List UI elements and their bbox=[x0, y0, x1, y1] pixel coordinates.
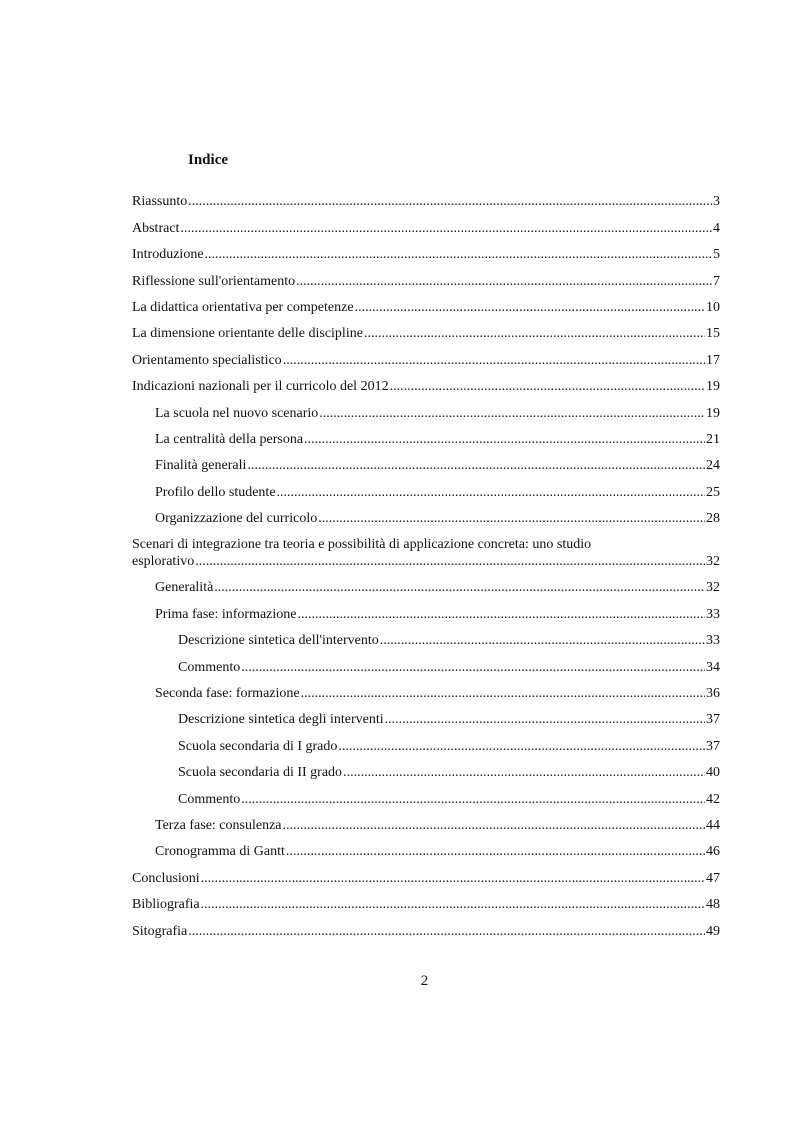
toc-entry-title: Generalità bbox=[155, 580, 214, 596]
dot-leader bbox=[286, 843, 705, 860]
dot-leader bbox=[283, 352, 705, 369]
table-of-contents bbox=[132, 184, 720, 940]
toc-entry-sitografia[interactable] bbox=[132, 913, 720, 939]
toc-entry-commento-1[interactable] bbox=[132, 649, 720, 675]
toc-entry-title: Prima fase: informazione bbox=[155, 606, 297, 622]
toc-entry-abstract[interactable] bbox=[132, 210, 720, 236]
dot-leader bbox=[364, 325, 705, 342]
toc-entry-title-line2: esplorativo bbox=[132, 554, 195, 570]
toc-entry-page: 36 bbox=[706, 686, 720, 702]
toc-entry-title: Cronogramma di Gantt bbox=[155, 844, 285, 860]
dot-leader bbox=[241, 659, 705, 676]
toc-entry-indicazioni-nazionali[interactable] bbox=[132, 369, 720, 395]
toc-entry-secondaria-secondo-grado[interactable] bbox=[132, 755, 720, 781]
toc-entry-title: Profilo dello studente bbox=[155, 484, 276, 500]
toc-entry-orientamento-specialistico[interactable] bbox=[132, 342, 720, 368]
dot-leader bbox=[319, 405, 705, 422]
toc-entry-secondaria-primo-grado[interactable] bbox=[132, 728, 720, 754]
dot-leader bbox=[318, 510, 705, 527]
toc-heading: Indice bbox=[188, 152, 229, 168]
toc-entry-title: Finalità generali bbox=[155, 458, 247, 474]
toc-entry-title: Abstract bbox=[132, 220, 180, 236]
dot-leader bbox=[277, 484, 705, 501]
toc-entry-generalita[interactable] bbox=[132, 570, 720, 596]
toc-entry-terza-fase[interactable] bbox=[132, 808, 720, 834]
dot-leader bbox=[385, 711, 705, 728]
toc-entry-title: Orientamento specialistico bbox=[132, 352, 282, 368]
toc-entry-page: 7 bbox=[713, 273, 720, 289]
toc-entry-page: 37 bbox=[706, 738, 720, 754]
dot-leader bbox=[304, 431, 705, 448]
toc-entry-page: 34 bbox=[706, 659, 720, 675]
toc-entry-title: Commento bbox=[178, 659, 241, 675]
toc-entry-page: 15 bbox=[706, 326, 720, 342]
toc-entry-descrizione-intervento[interactable] bbox=[132, 623, 720, 649]
toc-entry-title: Indicazioni nazionali per il curricolo del 2012 bbox=[132, 379, 389, 395]
dot-leader bbox=[201, 896, 705, 913]
toc-entry-page: 28 bbox=[706, 511, 720, 527]
toc-entry-page: 33 bbox=[706, 606, 720, 622]
toc-entry-title: Organizzazione del curricolo bbox=[155, 511, 318, 527]
toc-entry-page: 48 bbox=[706, 897, 720, 913]
toc-entry-title: Terza fase: consulenza bbox=[155, 817, 282, 833]
toc-entry-page: 40 bbox=[706, 765, 720, 781]
toc-entry-page: 10 bbox=[706, 299, 720, 315]
toc-entry-page: 19 bbox=[706, 379, 720, 395]
dot-leader bbox=[214, 579, 705, 596]
toc-entry-page: 19 bbox=[706, 405, 720, 421]
toc-entry-introduzione[interactable] bbox=[132, 237, 720, 263]
toc-entry-riassunto[interactable] bbox=[132, 184, 720, 210]
toc-entry-prima-fase[interactable] bbox=[132, 596, 720, 622]
toc-entry-finalita-generali[interactable] bbox=[132, 448, 720, 474]
toc-entry-scenari-integrazione[interactable] bbox=[132, 527, 720, 570]
toc-entry-title: Seconda fase: formazione bbox=[155, 686, 300, 702]
page-number: 2 bbox=[420, 973, 429, 989]
toc-entry-page: 3 bbox=[713, 194, 720, 210]
toc-entry-line2 bbox=[132, 553, 720, 570]
toc-entry-page: 5 bbox=[713, 247, 720, 263]
toc-entry-cronogramma-gantt[interactable] bbox=[132, 834, 720, 860]
toc-entry-wrapped-title bbox=[132, 536, 720, 570]
toc-entry-dimensione-orientante[interactable] bbox=[132, 316, 720, 342]
toc-entry-page: 49 bbox=[706, 923, 720, 939]
toc-entry-title: Scuola secondaria di I grado bbox=[178, 738, 338, 754]
toc-entry-page: 37 bbox=[706, 712, 720, 728]
toc-entry-title: Commento bbox=[178, 791, 241, 807]
toc-entry-centralita-persona[interactable] bbox=[132, 422, 720, 448]
toc-entry-title-line1: Scenari di integrazione tra teoria e possibilità di applicazione concreta: uno studio bbox=[132, 537, 592, 553]
toc-entry-page: 24 bbox=[706, 458, 720, 474]
dot-leader bbox=[390, 378, 705, 395]
dot-leader bbox=[355, 299, 705, 316]
toc-entry-riflessione[interactable] bbox=[132, 263, 720, 289]
dot-leader bbox=[380, 632, 705, 649]
toc-entry-title: Introduzione bbox=[132, 247, 204, 263]
dot-leader bbox=[205, 246, 712, 263]
dot-leader bbox=[195, 553, 705, 570]
dot-leader bbox=[343, 764, 705, 781]
dot-leader bbox=[283, 817, 706, 834]
toc-entry-title: Descrizione sintetica degli interventi bbox=[178, 712, 384, 728]
toc-entry-profilo-studente[interactable] bbox=[132, 474, 720, 500]
dot-leader bbox=[247, 457, 705, 474]
toc-entry-nuovo-scenario[interactable] bbox=[132, 395, 720, 421]
toc-entry-title: Riflessione sull'orientamento bbox=[132, 273, 296, 289]
toc-entry-page: 46 bbox=[706, 844, 720, 860]
toc-entry-descrizione-interventi[interactable] bbox=[132, 702, 720, 728]
dot-leader bbox=[201, 870, 705, 887]
toc-entry-page: 17 bbox=[706, 352, 720, 368]
toc-entry-title: La centralità della persona bbox=[155, 431, 304, 447]
toc-entry-title: Scuola secondaria di II grado bbox=[178, 765, 343, 781]
toc-entry-title: La scuola nel nuovo scenario bbox=[155, 405, 319, 421]
toc-entry-page: 42 bbox=[706, 791, 720, 807]
toc-entry-title: Bibliografia bbox=[132, 897, 200, 913]
toc-entry-page: 21 bbox=[706, 431, 720, 447]
dot-leader bbox=[296, 273, 712, 290]
toc-entry-didattica-orientativa[interactable] bbox=[132, 290, 720, 316]
toc-entry-page: 32 bbox=[706, 580, 720, 596]
toc-entry-seconda-fase[interactable] bbox=[132, 676, 720, 702]
dot-leader bbox=[188, 193, 712, 210]
toc-entry-title: La dimensione orientante delle discipline bbox=[132, 326, 363, 342]
toc-entry-bibliografia[interactable] bbox=[132, 887, 720, 913]
toc-entry-title: Riassunto bbox=[132, 194, 188, 210]
toc-entry-page: 25 bbox=[706, 484, 720, 500]
dot-leader bbox=[298, 606, 705, 623]
toc-entry-title: Sitografia bbox=[132, 923, 188, 939]
toc-entry-page: 32 bbox=[706, 554, 720, 570]
toc-entry-page: 47 bbox=[706, 870, 720, 886]
toc-entry-page: 4 bbox=[713, 220, 720, 236]
toc-entry-commento-2[interactable] bbox=[132, 781, 720, 807]
toc-entry-title: La didattica orientativa per competenze bbox=[132, 299, 354, 315]
toc-entry-title: Descrizione sintetica dell'intervento bbox=[178, 633, 379, 649]
dot-leader bbox=[301, 685, 705, 702]
toc-entry-organizzazione-curricolo[interactable] bbox=[132, 501, 720, 527]
dot-leader bbox=[338, 738, 705, 755]
dot-leader bbox=[180, 220, 712, 237]
dot-leader bbox=[188, 923, 705, 940]
toc-entry-page: 33 bbox=[706, 633, 720, 649]
dot-leader bbox=[241, 791, 705, 808]
toc-entry-conclusioni[interactable] bbox=[132, 860, 720, 886]
toc-entry-page: 44 bbox=[706, 817, 720, 833]
toc-entry-title: Conclusioni bbox=[132, 870, 200, 886]
